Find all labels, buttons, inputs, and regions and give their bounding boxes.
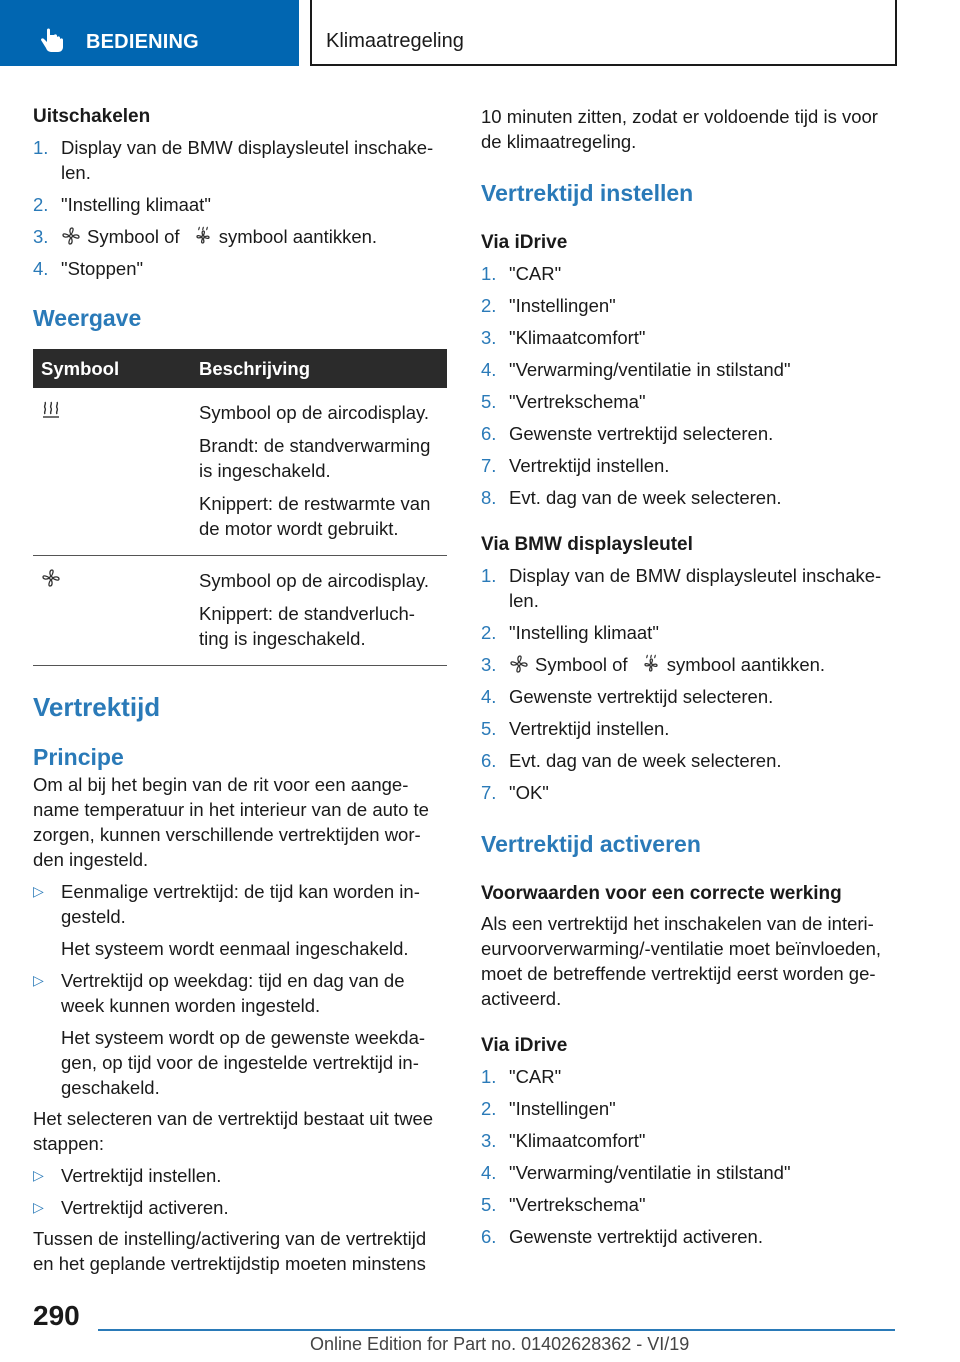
- list-item: [33, 1195, 447, 1220]
- step-number: 7.: [481, 455, 497, 476]
- step-number: 6.: [481, 1226, 497, 1247]
- step-text: "Stoppen": [61, 258, 144, 279]
- closing-text: Tussen de instelling/activering van de vertrektijd en het geplande vertrektijdstip moeten minstens: [33, 1228, 427, 1274]
- step-text-pre: Symbool of: [87, 226, 180, 247]
- list-item: [33, 1163, 447, 1188]
- step-text: Gewenste vertrektijd selecteren.: [509, 423, 774, 444]
- list-item: [481, 748, 897, 773]
- fan-icon: [509, 654, 529, 674]
- fan-icon: [61, 226, 81, 246]
- step-number: 1.: [481, 565, 497, 586]
- description-line: Knippert: de restwarmte van de motor wordt gebruikt.: [199, 493, 431, 539]
- description-line: Knippert: de standverluch-ting is ingeschakeld.: [199, 603, 415, 649]
- description-line: Symbool op de aircodisplay.: [199, 402, 430, 423]
- step-text-pre: Symbool of: [535, 654, 628, 675]
- step-text: "Instelling klimaat": [61, 194, 211, 215]
- list-item: [33, 879, 447, 961]
- step-text: Gewenste vertrektijd selecteren.: [509, 686, 774, 707]
- list-item: [481, 1128, 897, 1153]
- list-item: [481, 293, 897, 318]
- list-item: [481, 652, 897, 677]
- type-text: Vertrektijd op weekdag: tijd en dag van de week kunnen worden ingesteld.: [61, 970, 405, 1016]
- step-number: 2.: [481, 622, 497, 643]
- step-text-post: symbool aantikken.: [218, 226, 378, 247]
- step-text: [61, 224, 447, 249]
- list-item: [481, 716, 897, 741]
- step-number: 2.: [481, 295, 497, 316]
- activate-departure-heading: Vertrektijd activeren: [481, 831, 701, 857]
- via-key-heading: Via BMW displaysleutel: [481, 534, 693, 555]
- footer-divider: [98, 1329, 895, 1331]
- continued-text: 10 minuten zitten, zodat er voldoende tijd is voor de klimaatregeling.: [481, 106, 878, 152]
- right-column: [481, 100, 897, 1249]
- list-item: [33, 224, 447, 249]
- step-number: 4.: [33, 258, 49, 279]
- list-item: [481, 453, 897, 478]
- list-item: [33, 968, 447, 1100]
- type-subtext: Het systeem wordt eenmaal ingeschakeld.: [61, 938, 409, 959]
- steps-intro-text: Het selecteren van de vertrektijd bestaat uit twee stappen:: [33, 1108, 434, 1154]
- step-text: "Verwarming/ventilatie in stilstand": [509, 359, 791, 380]
- step-number: 4.: [481, 686, 497, 707]
- step-text: Display van de BMW displaysleutel inschake-len.: [61, 137, 434, 183]
- description-line: Symbool op de aircodisplay.: [199, 570, 430, 591]
- conditions-text: Als een vertrektijd het inschakelen van de interi-eurvoorverwarming/-ventilatie moet beïnvloeden, moet de betreffende vertrektijd eerst worden ge-activeerd.: [481, 913, 882, 1009]
- step-number: 8.: [481, 487, 497, 508]
- chapter-tab[interactable]: [0, 0, 299, 66]
- list-item-text: [61, 968, 447, 1100]
- list-item: [481, 1192, 897, 1217]
- triangle-bullet-icon: ▷: [33, 972, 44, 988]
- step-number: 6.: [481, 423, 497, 444]
- step-number: 2.: [33, 194, 49, 215]
- step-text: "Vertrekschema": [509, 391, 646, 412]
- step-number: 4.: [481, 359, 497, 380]
- list-item: [481, 1224, 897, 1249]
- step-text-post: symbool aantikken.: [666, 654, 826, 675]
- step-number: 3.: [481, 327, 497, 348]
- table-header-description: Beschrijving: [191, 349, 447, 388]
- step-text: Evt. dag van de week selecteren.: [509, 487, 782, 508]
- table-row: [33, 388, 447, 556]
- step-text: "Klimaatcomfort": [509, 327, 646, 348]
- section-title: Klimaatregeling: [326, 30, 464, 52]
- principle-text: Om al bij het begin van de rit voor een aange-name temperatuur in het interieur van de auto te zorgen, kunnen verschillende vertrektijden wor-den ingesteld.: [33, 774, 429, 870]
- description-line: Brandt: de standverwarming is ingeschakeld.: [199, 435, 431, 481]
- step-number: 5.: [481, 1194, 497, 1215]
- list-item: [481, 1160, 897, 1185]
- table-header-symbol: Symbool: [33, 349, 191, 388]
- edition-text: Online Edition for Part no. 01402628362 - VI/19: [310, 1334, 690, 1354]
- step-text: "CAR": [509, 263, 562, 284]
- list-item: [33, 256, 447, 281]
- step-number: 5.: [481, 718, 497, 739]
- heating-fan-icon: [193, 226, 213, 246]
- heating-fan-icon: [641, 654, 661, 674]
- triangle-bullet-icon: ▷: [33, 1199, 44, 1215]
- list-item: [33, 135, 447, 185]
- table-cell-description: [191, 556, 447, 666]
- step-text: "Instellingen": [509, 295, 616, 316]
- triangle-bullet-icon: ▷: [33, 1167, 44, 1183]
- list-item: [481, 563, 897, 613]
- step-text: [509, 652, 897, 677]
- list-item: [481, 389, 897, 414]
- step-number: 5.: [481, 391, 497, 412]
- step-text: "CAR": [509, 1066, 562, 1087]
- list-item: [481, 357, 897, 382]
- departure-types-list: [33, 879, 447, 1100]
- list-item: [481, 1064, 897, 1089]
- step-text: Vertrektijd instellen.: [509, 455, 670, 476]
- triangle-bullet-icon: ▷: [33, 883, 44, 899]
- fan-icon: [41, 568, 61, 588]
- list-item: [481, 1096, 897, 1121]
- list-item-text: [61, 879, 447, 961]
- list-item-text: Vertrektijd instellen.: [61, 1165, 222, 1186]
- step-text: "OK": [509, 782, 549, 803]
- list-item: [481, 620, 897, 645]
- step-text: "Instellingen": [509, 1098, 616, 1119]
- list-item: [481, 325, 897, 350]
- list-item: [481, 780, 897, 805]
- switch-off-heading: Uitschakelen: [33, 106, 151, 127]
- list-item: [481, 421, 897, 446]
- step-text: "Vertrekschema": [509, 1194, 646, 1215]
- via-idrive-heading-2: Via iDrive: [481, 1035, 568, 1056]
- type-text: Eenmalige vertrektijd: de tijd kan worden in-gesteld.: [61, 881, 420, 927]
- table-cell-symbol: [33, 388, 191, 556]
- step-text: "Instelling klimaat": [509, 622, 659, 643]
- step-text: "Verwarming/ventilatie in stilstand": [509, 1162, 791, 1183]
- conditions-heading: Voorwaarden voor een correcte werking: [481, 883, 842, 904]
- step-number: 3.: [481, 1130, 497, 1151]
- step-text: "Klimaatcomfort": [509, 1130, 646, 1151]
- key-set-steps: [481, 563, 897, 805]
- display-heading: Weergave: [33, 305, 142, 331]
- hand-pointer-icon: [38, 28, 68, 54]
- via-idrive-heading: Via iDrive: [481, 232, 568, 253]
- step-number: 1.: [33, 137, 49, 158]
- list-item: [481, 261, 897, 286]
- idrive-set-steps: [481, 261, 897, 510]
- left-column: [33, 100, 447, 1276]
- step-text: Display van de BMW displaysleutel inschake-len.: [509, 565, 882, 611]
- switch-off-steps: [33, 135, 447, 281]
- list-item: [33, 192, 447, 217]
- type-subtext: Het systeem wordt op de gewenste weekda-gen, op tijd voor de ingestelde vertrektijd in-geschakeld.: [61, 1027, 426, 1098]
- symbol-table: [33, 349, 447, 666]
- table-row: [33, 556, 447, 666]
- departure-time-heading: Vertrektijd: [33, 692, 161, 722]
- table-cell-description: [191, 388, 447, 556]
- idrive-activate-steps: [481, 1064, 897, 1249]
- heating-icon: [41, 400, 61, 420]
- table-cell-symbol: [33, 556, 191, 666]
- section-header: [310, 0, 897, 66]
- set-departure-heading: Vertrektijd instellen: [481, 180, 694, 206]
- page-number: 290: [33, 1300, 80, 1331]
- principle-heading: Principe: [33, 744, 124, 770]
- list-item: [481, 684, 897, 709]
- chapter-tab-label: BEDIENING: [86, 31, 199, 53]
- step-text: Gewenste vertrektijd activeren.: [509, 1226, 763, 1247]
- list-item: [481, 485, 897, 510]
- step-text: Evt. dag van de week selecteren.: [509, 750, 782, 771]
- step-number: 3.: [481, 654, 497, 675]
- step-number: 6.: [481, 750, 497, 771]
- step-number: 2.: [481, 1098, 497, 1119]
- two-steps-list: [33, 1163, 447, 1220]
- step-number: 1.: [481, 1066, 497, 1087]
- step-number: 1.: [481, 263, 497, 284]
- step-number: 3.: [33, 226, 49, 247]
- step-number: 4.: [481, 1162, 497, 1183]
- step-number: 7.: [481, 782, 497, 803]
- step-text: Vertrektijd instellen.: [509, 718, 670, 739]
- list-item-text: Vertrektijd activeren.: [61, 1197, 229, 1218]
